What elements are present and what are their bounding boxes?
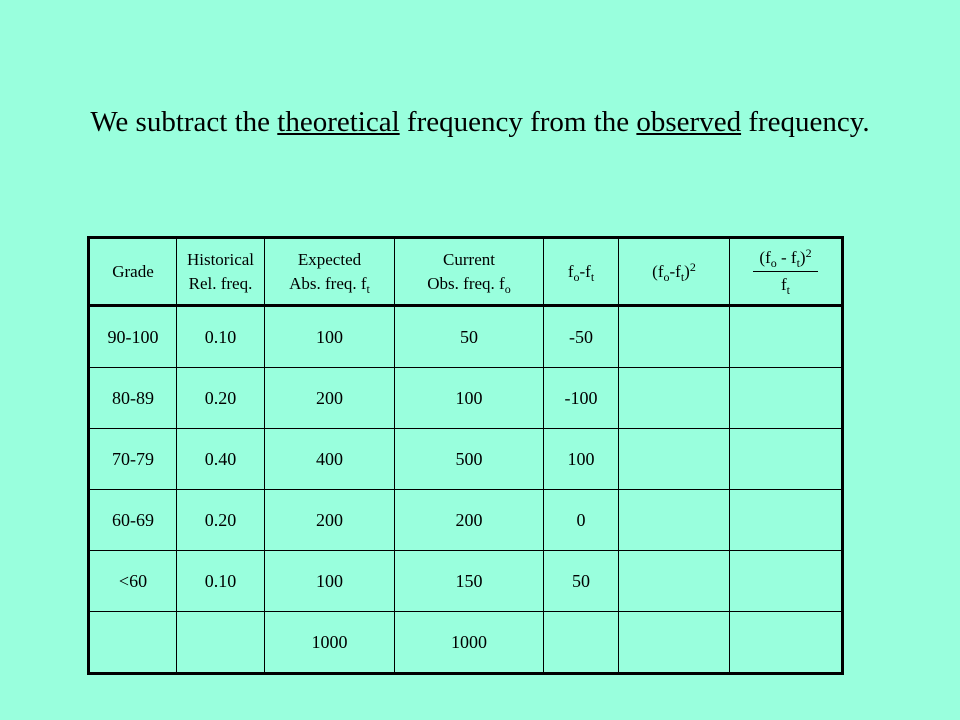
fraction-numerator: $(f_o - f_t)^2$ (759, 245, 812, 270)
cell-squared-difference (619, 368, 730, 429)
header-expected: Expected Abs. freq. $f_t$ (265, 238, 395, 306)
table-row (89, 306, 843, 368)
cell-chi-square-term (730, 490, 843, 551)
heading-observed: observed (636, 106, 742, 138)
cell-grade: 90-100 (89, 306, 177, 368)
cell-grade: 70-79 (89, 429, 177, 490)
cell-historical: 0.40 (177, 429, 265, 490)
cell-difference: 100 (544, 429, 619, 490)
cell-current: 150 (395, 551, 544, 612)
cell-grade: 60-69 (89, 490, 177, 551)
heading-theoretical: theoretical (277, 106, 400, 138)
table-header-row (89, 238, 843, 306)
cell-historical: 0.20 (177, 368, 265, 429)
heading-text-1: We subtract the (90, 106, 278, 138)
cell-historical: 0.20 (177, 490, 265, 551)
cell-expected: 200 (265, 368, 395, 429)
cell-difference: 50 (544, 551, 619, 612)
cell-squared-difference (619, 429, 730, 490)
header-chi-square-term (730, 238, 843, 306)
total-chi-square-term (730, 612, 843, 674)
heading-text-2: frequency from the (399, 106, 637, 138)
cell-difference: -50 (544, 306, 619, 368)
cell-grade: 80-89 (89, 368, 177, 429)
slide-heading (0, 102, 960, 142)
cell-squared-difference (619, 306, 730, 368)
header-squared-difference: $(f_o-f_t)^2$ (619, 238, 730, 306)
cell-current: 50 (395, 306, 544, 368)
cell-historical: 0.10 (177, 551, 265, 612)
header-grade: Grade (89, 238, 177, 306)
header-historical: Historical Rel. freq. (177, 238, 265, 306)
frequency-table (87, 236, 844, 675)
cell-chi-square-term (730, 306, 843, 368)
cell-expected: 100 (265, 306, 395, 368)
cell-difference: -100 (544, 368, 619, 429)
cell-current: 100 (395, 368, 544, 429)
fraction-denominator: $f_t$ (753, 271, 817, 296)
chi-square-fraction (753, 247, 817, 296)
total-expected: 1000 (265, 612, 395, 674)
total-difference (544, 612, 619, 674)
cell-chi-square-term (730, 368, 843, 429)
table-row (89, 490, 843, 551)
cell-expected: 400 (265, 429, 395, 490)
cell-expected: 100 (265, 551, 395, 612)
total-current: 1000 (395, 612, 544, 674)
cell-squared-difference (619, 490, 730, 551)
cell-current: 500 (395, 429, 544, 490)
cell-current: 200 (395, 490, 544, 551)
table-row (89, 368, 843, 429)
cell-difference: 0 (544, 490, 619, 551)
table-row (89, 551, 843, 612)
header-current: Current Obs. freq. $f_o$ (395, 238, 544, 306)
cell-grade: <60 (89, 551, 177, 612)
total-historical (177, 612, 265, 674)
total-squared-difference (619, 612, 730, 674)
heading-text-3: frequency. (741, 106, 870, 138)
cell-historical: 0.10 (177, 306, 265, 368)
cell-squared-difference (619, 551, 730, 612)
header-difference: $f_o-f_t$ (544, 238, 619, 306)
cell-expected: 200 (265, 490, 395, 551)
totals-row (89, 612, 843, 674)
total-grade (89, 612, 177, 674)
table-row (89, 429, 843, 490)
cell-chi-square-term (730, 551, 843, 612)
cell-chi-square-term (730, 429, 843, 490)
